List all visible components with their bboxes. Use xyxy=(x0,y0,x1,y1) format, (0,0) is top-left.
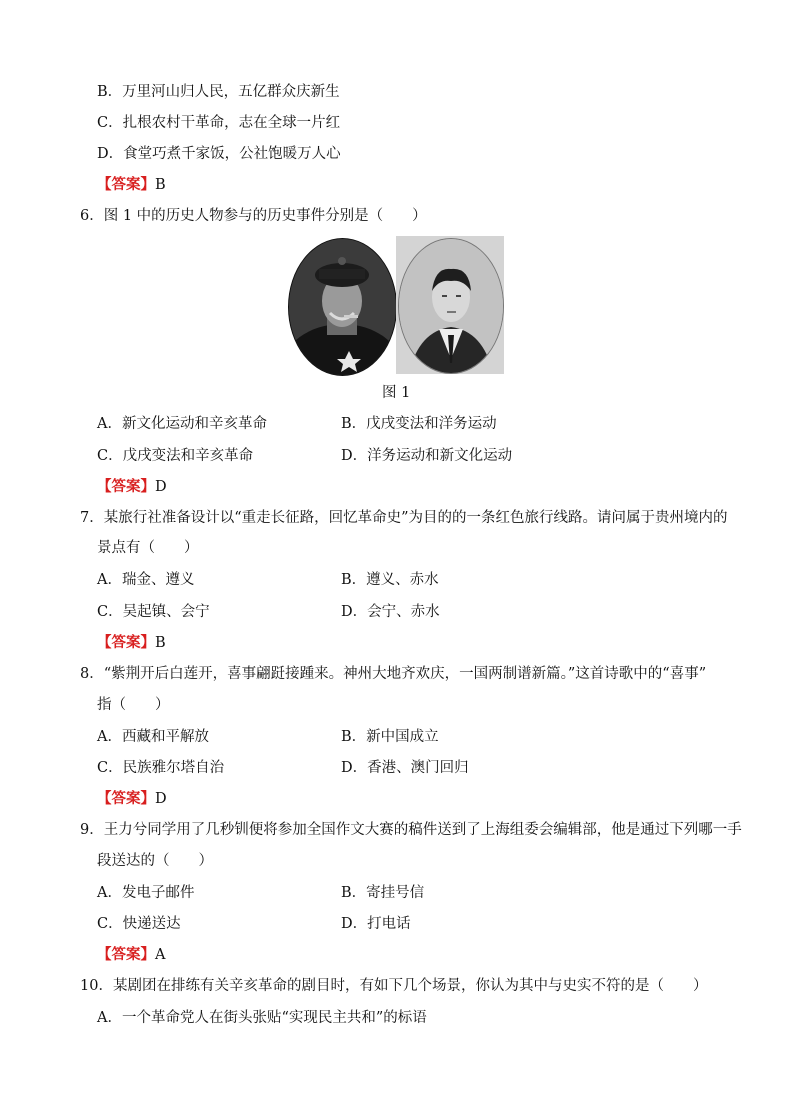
answer-value: D xyxy=(155,791,167,807)
q8-stem-line-2: 指（ ） xyxy=(97,697,170,713)
q9-answer xyxy=(97,945,165,965)
answer-tag: 【答案】 xyxy=(97,946,155,963)
q6-option-c: C．戊戌变法和辛亥革命 xyxy=(97,448,254,464)
answer-value: D xyxy=(155,479,167,495)
q8-answer xyxy=(97,789,167,809)
q8-stem-line-1: 8．“紫荆开后白莲开，喜事翩跹接踵来。神州大地齐欢庆，一国两制谱新篇。”这首诗歌中的“喜事” xyxy=(80,666,707,682)
q8-option-d: D．香港、澳门回归 xyxy=(341,760,469,776)
q9-stem-line-2: 段送达的（ ） xyxy=(97,853,213,869)
q7-stem-line-2: 景点有（ ） xyxy=(97,540,199,556)
answer-value: A xyxy=(155,947,166,963)
figure-1-caption: 图 1 xyxy=(382,385,411,401)
q5-option-c: C．扎根农村干革命，志在全球一片红 xyxy=(97,115,341,131)
answer-tag: 【答案】 xyxy=(97,478,155,495)
answer-tag: 【答案】 xyxy=(97,790,155,807)
q9-stem-line-1: 9．王力兮同学用了几秒钏便将参加全国作文大赛的稿件送到了上海组委会编辑部，他是通过下列哪一手 xyxy=(80,822,742,838)
portrait-chen-duxiu xyxy=(398,238,504,374)
q10-option-a: A．一个革命党人在街头张贴“实现民主共和”的标语 xyxy=(97,1010,427,1026)
q9-option-a: A．发电子邮件 xyxy=(97,885,195,901)
answer-value: B xyxy=(155,635,166,651)
q10-stem: 10．某剧团在排练有关辛亥革命的剧目时，有如下几个场景，你认为其中与史实不符的是（ ） xyxy=(80,978,708,994)
answer-tag: 【答案】 xyxy=(97,176,155,193)
q9-option-b: B．寄挂号信 xyxy=(341,885,425,901)
q7-option-b: B．遵义、赤水 xyxy=(341,572,439,588)
q5-option-d: D．食堂巧煮千家饭，公社饱暖万人心 xyxy=(97,146,341,162)
q7-option-c: C．吴起镇、会宁 xyxy=(97,604,210,620)
q7-option-a: A．瑞金、遵义 xyxy=(97,572,195,588)
q6-stem: 6．图 1 中的历史人物参与的历史事件分别是（ ） xyxy=(80,208,427,224)
q8-option-c: C．民族雅尔塔自治 xyxy=(97,760,225,776)
q7-answer xyxy=(97,633,166,653)
q7-option-d: D．会宁、赤水 xyxy=(341,604,440,620)
q8-option-a: A．西藏和平解放 xyxy=(97,729,209,745)
portrait-frame xyxy=(396,236,504,374)
q5-option-b: B．万里河山归人民，五亿群众庆新生 xyxy=(97,84,340,100)
q6-answer xyxy=(97,477,167,497)
q7-stem-line-1: 7．某旅行社准备设计以“重走长征路，回忆革命史”为目的的一条红色旅行线路。请问属于贵州境内的 xyxy=(80,510,728,526)
figure-1-photos xyxy=(288,236,504,374)
q9-option-c: C．快递送达 xyxy=(97,916,181,932)
q6-option-b: B．戊戌变法和洋务运动 xyxy=(341,416,497,432)
q5-answer xyxy=(97,175,166,195)
q6-option-a: A．新文化运动和辛亥革命 xyxy=(97,416,267,432)
q9-option-d: D．打电话 xyxy=(341,916,411,932)
q6-option-d: D．洋务运动和新文化运动 xyxy=(341,448,513,464)
answer-value: B xyxy=(155,177,166,193)
q8-option-b: B．新中国成立 xyxy=(341,729,439,745)
portrait-li-hongzhang xyxy=(288,238,397,376)
answer-tag: 【答案】 xyxy=(97,634,155,651)
